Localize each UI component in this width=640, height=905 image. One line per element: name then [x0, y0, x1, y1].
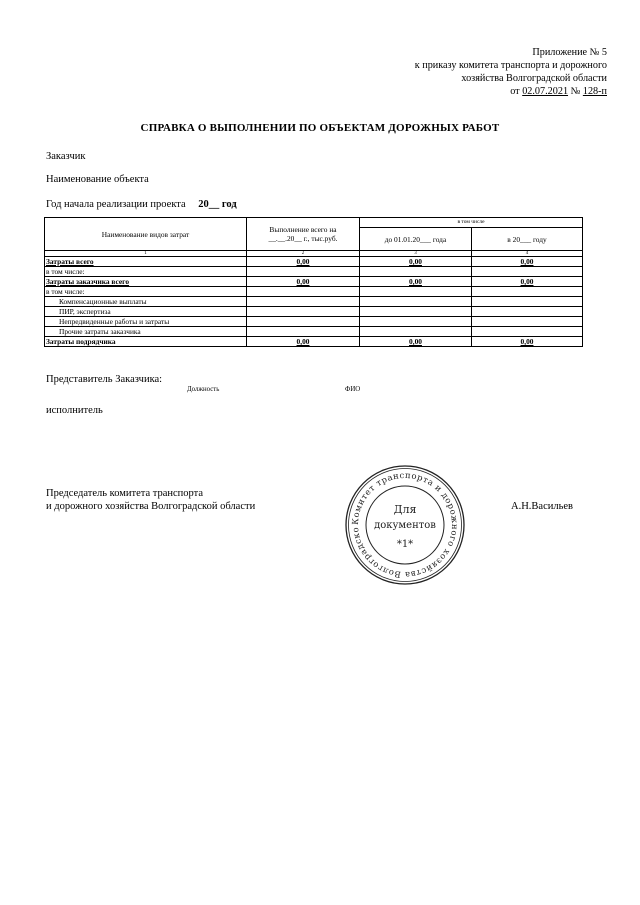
column-number: 4: [472, 251, 583, 257]
row-value: [472, 317, 583, 327]
fio-caption: ФИО: [345, 386, 361, 393]
chairman-line-1: Председатель комитета транспорта: [46, 488, 204, 499]
table-row: [45, 327, 583, 337]
start-year-field: [46, 199, 237, 210]
annex-line-4: [415, 85, 607, 98]
row-value: [247, 267, 360, 277]
row-label: Компенсационные выплаты: [45, 297, 247, 307]
row-value: [360, 297, 472, 307]
annex-line-1: Приложение № 5: [532, 47, 607, 58]
row-value: [360, 327, 472, 337]
row-label: ПИР, экспертиза: [45, 307, 247, 317]
row-value: [360, 317, 472, 327]
representative-label: Представитель Заказчика:: [46, 374, 163, 385]
row-value: [360, 267, 472, 277]
row-value: 0,00: [360, 277, 472, 287]
start-year-label: Год начала реализации проекта: [46, 199, 186, 210]
row-label: в том числе:: [45, 287, 247, 297]
row-value: 0,00: [247, 257, 360, 267]
cost-table: [44, 217, 583, 347]
row-value: [247, 317, 360, 327]
row-value: [247, 287, 360, 297]
row-value: 0,00: [472, 277, 583, 287]
row-value: [247, 327, 360, 337]
row-label: в том числе:: [45, 267, 247, 277]
table-row: [45, 267, 583, 277]
row-value: 0,00: [472, 257, 583, 267]
chairman-title: [46, 487, 255, 513]
stamp-seal: [343, 463, 467, 587]
annex-line-2: к приказу комитета транспорта и дорожного: [414, 60, 607, 71]
row-value: [472, 307, 583, 317]
column-number: 2: [247, 251, 360, 257]
annex-date-prefix: от: [510, 86, 520, 97]
annex-date: 02.07.2021: [522, 86, 569, 97]
column-number: 1: [45, 251, 247, 257]
table-row: [45, 307, 583, 317]
position-caption: Должность: [187, 386, 220, 393]
row-label: Затраты подрядчика: [45, 337, 247, 347]
column-number: 3: [360, 251, 472, 257]
row-value: [472, 287, 583, 297]
official-stamp: [343, 463, 467, 592]
header-current-year: в 20___ году: [472, 228, 583, 251]
stamp-center-line-1: Для: [393, 503, 417, 516]
executor-label: исполнитель: [46, 405, 103, 416]
stamp-center-line-3: *1*: [396, 539, 414, 550]
cost-table-body: [45, 218, 583, 347]
stamp-center-line-2: документов: [374, 520, 436, 531]
header-total-line-1: Выполнение всего на: [269, 225, 337, 234]
stamp-ring-text: Комитет транспорта и дорожного хозяйства Волгоградско: [349, 469, 461, 581]
annex-line-3: хозяйства Волгоградской области: [461, 73, 607, 84]
annex-header: [415, 46, 607, 98]
table-row: [45, 287, 583, 297]
annex-number: 128-п: [582, 86, 607, 97]
row-value: [247, 307, 360, 317]
row-value: [360, 307, 472, 317]
table-row: [45, 277, 583, 287]
header-total-line-2: __.__.20__ г., тыс.руб.: [268, 234, 338, 243]
row-value: 0,00: [360, 337, 472, 347]
table-row: [45, 317, 583, 327]
row-value: 0,00: [247, 337, 360, 347]
row-value: 0,00: [360, 257, 472, 267]
chairman-line-2: и дорожного хозяйства Волгоградской области: [46, 501, 256, 512]
row-label: Затраты всего: [45, 257, 247, 267]
table-row: [45, 297, 583, 307]
chairman-name: А.Н.Васильев: [511, 501, 574, 512]
header-group: в том числе: [360, 218, 583, 228]
row-value: 0,00: [247, 277, 360, 287]
header-row-1: [45, 218, 583, 228]
customer-field: Заказчик: [46, 151, 86, 162]
row-label: Затраты заказчика всего: [45, 277, 247, 287]
row-value: [360, 287, 472, 297]
annex-number-prefix: №: [570, 86, 581, 97]
row-value: [472, 267, 583, 277]
row-label: Непредвиденные работы и затраты: [45, 317, 247, 327]
header-total: [247, 218, 360, 251]
start-year-value: 20__ год: [198, 199, 237, 210]
row-value: [472, 297, 583, 307]
table-row: [45, 337, 583, 347]
header-before: до 01.01.20___ года: [360, 228, 472, 251]
row-value: [472, 327, 583, 337]
row-value: 0,00: [472, 337, 583, 347]
object-name-field: Наименование объекта: [46, 174, 149, 185]
table-row: [45, 257, 583, 267]
row-label: Прочие затраты заказчика: [45, 327, 247, 337]
document-title: СПРАВКА О ВЫПОЛНЕНИИ ПО ОБЪЕКТАМ ДОРОЖНЫХ РАБОТ: [140, 122, 500, 134]
header-cost-type: Наименование видов затрат: [45, 218, 247, 251]
row-value: [247, 297, 360, 307]
